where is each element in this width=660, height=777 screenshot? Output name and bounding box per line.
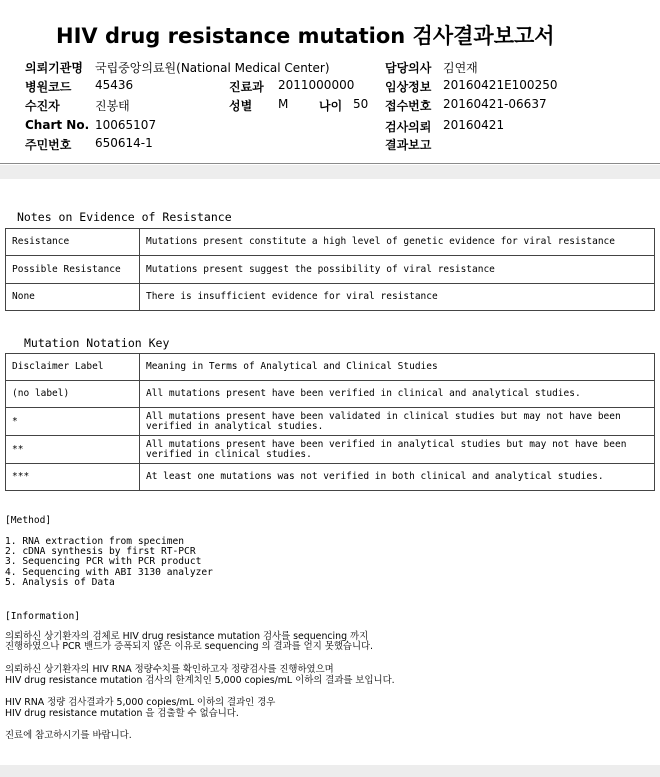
notation-desc: All mutations present have been validated in clinical studies but may not have been verified in analytical studies. xyxy=(140,408,655,436)
notation-desc: At least one mutations was not verified in both clinical and analytical studies. xyxy=(140,464,655,491)
age-value: 50 xyxy=(353,97,369,111)
notation-header-label: Disclaimer Label xyxy=(6,354,140,381)
notation-label: *** xyxy=(6,464,140,491)
table-row xyxy=(6,284,655,311)
table-row xyxy=(6,436,655,464)
receipt-value: 20160421-06637 xyxy=(443,97,547,111)
evidence-table xyxy=(5,228,655,311)
result-label: 결과보고 xyxy=(385,138,432,152)
table-row xyxy=(6,464,655,491)
table-row xyxy=(6,408,655,436)
resident-value: 650614-1 xyxy=(95,136,153,150)
info-line: 의뢰하신 상기환자의 검체로 HIV drug resistance mutation 검사를 sequencing 까지 xyxy=(5,631,369,642)
receipt-label: 접수번호 xyxy=(385,99,432,113)
chart-value: 10065107 xyxy=(95,118,157,132)
notation-desc: All mutations present have been verified in analytical studies but may not have been verified in clinical studies. xyxy=(140,436,655,464)
method-step: 5. Analysis of Data xyxy=(5,577,115,588)
evidence-label: Possible Resistance xyxy=(6,256,140,284)
info-line: 진료에 참고하시기를 바랍니다. xyxy=(5,730,132,741)
evidence-desc: There is insufficient evidence for viral resistance xyxy=(140,284,655,311)
clinical-value: 20160421E100250 xyxy=(443,78,558,92)
department-label: 진료과 xyxy=(229,80,264,94)
info-line: HIV drug resistance mutation 을 검출할 수 없습니다. xyxy=(5,708,239,719)
patient-label: 수진자 xyxy=(25,99,60,113)
table-row xyxy=(6,229,655,256)
sex-label: 성별 xyxy=(229,99,253,113)
evidence-title: Notes on Evidence of Resistance xyxy=(17,210,232,224)
request-label: 검사의뢰 xyxy=(385,120,432,134)
doctor-value: 김연재 xyxy=(443,61,478,75)
notation-table xyxy=(5,353,655,491)
info-line: HIV RNA 정량 검사결과가 5,000 copies/mL 이하의 결과인 경우 xyxy=(5,697,276,708)
notation-header-desc: Meaning in Terms of Analytical and Clinical Studies xyxy=(140,354,655,381)
resident-label: 주민번호 xyxy=(25,138,72,152)
institution-label: 의뢰기관명 xyxy=(25,61,83,75)
notation-label: (no label) xyxy=(6,381,140,408)
table-row xyxy=(6,256,655,284)
info-line: 의뢰하신 상기환자의 HIV RNA 정량수치를 확인하고자 정량검사를 진행하였으며 xyxy=(5,664,334,675)
method-step: 3. Sequencing PCR with PCR product xyxy=(5,556,202,567)
information-title: [Information] xyxy=(5,611,81,622)
info-line: HIV drug resistance mutation 검사의 한계치인 5,000 copies/mL 이하의 결과를 보입니다. xyxy=(5,675,395,686)
department-value: 2011000000 xyxy=(278,78,355,92)
doctor-label: 담당의사 xyxy=(385,61,432,75)
info-line: 진행하였으나 PCR 밴드가 증폭되지 않은 이유로 sequencing 의 결과를 얻지 못했습니다. xyxy=(5,641,374,652)
evidence-desc: Mutations present constitute a high level of genetic evidence for viral resistance xyxy=(140,229,655,256)
method-step: 4. Sequencing with ABI 3130 analyzer xyxy=(5,567,213,578)
request-value: 20160421 xyxy=(443,118,505,132)
table-header-row xyxy=(6,354,655,381)
age-label: 나이 xyxy=(319,99,343,113)
method-title: [Method] xyxy=(5,515,52,526)
evidence-label: Resistance xyxy=(6,229,140,256)
evidence-desc: Mutations present suggest the possibility of viral resistance xyxy=(140,256,655,284)
notation-label: ** xyxy=(6,436,140,464)
evidence-label: None xyxy=(6,284,140,311)
notation-title: Mutation Notation Key xyxy=(24,336,170,350)
report-title: HIV drug resistance mutation 검사결과보고서 xyxy=(56,24,555,48)
hospital-code-value: 45436 xyxy=(95,78,134,92)
notation-desc: All mutations present have been verified in clinical and analytical studies. xyxy=(140,381,655,408)
footer-band xyxy=(0,765,660,777)
header-divider xyxy=(0,163,660,164)
institution-value: 국립중앙의료원(National Medical Center) xyxy=(95,61,330,75)
hospital-code-label: 병원코드 xyxy=(25,80,72,94)
table-row xyxy=(6,381,655,408)
method-step: 1. RNA extraction from specimen xyxy=(5,536,185,547)
header-band xyxy=(0,165,660,179)
notation-label: * xyxy=(6,408,140,436)
clinical-label: 임상정보 xyxy=(385,80,432,94)
patient-value: 진봉태 xyxy=(95,99,130,113)
method-step: 2. cDNA synthesis by first RT-PCR xyxy=(5,546,196,557)
sex-value: M xyxy=(278,97,289,111)
chart-label: Chart No. xyxy=(25,118,90,132)
